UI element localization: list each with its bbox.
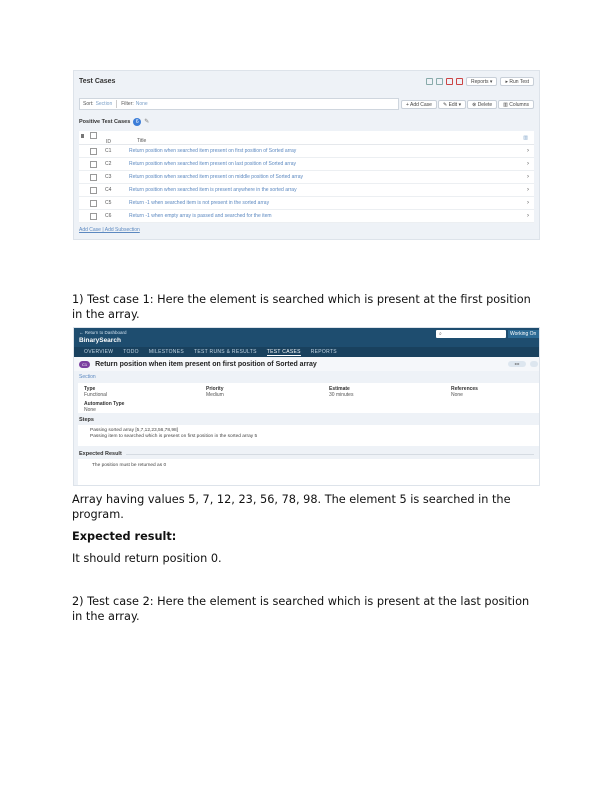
title-column-header: Title: [137, 137, 147, 144]
select-all-checkbox[interactable]: [90, 132, 97, 139]
filter-label: Filter:: [121, 101, 134, 107]
nav-tab-milestones[interactable]: MILESTONES: [148, 349, 184, 355]
filter-value[interactable]: None: [135, 101, 148, 107]
chevron-right-icon[interactable]: ›: [527, 200, 529, 206]
table-row[interactable]: [79, 158, 534, 171]
test-case-1-description: 1) Test case 1: Here the element is searched which is present at the first position in the array.: [72, 293, 531, 321]
group-header: [74, 114, 539, 129]
type-value: Functional: [84, 392, 108, 398]
row-id: C2: [105, 161, 112, 167]
test-case-2-description: 2) Test case 2: Here the element is searched which is present at the last position in the array.: [72, 595, 530, 623]
search-icon: ⌕: [439, 331, 442, 337]
row-checkbox[interactable]: [90, 161, 97, 168]
row-id: C1: [105, 148, 112, 154]
project-name: BinarySearch: [79, 337, 121, 344]
row-checkbox[interactable]: [90, 187, 97, 194]
references-label: References: [451, 386, 478, 392]
expected-result-heading: Expected result:: [72, 530, 177, 543]
test-case-detail-screenshot: [73, 327, 540, 486]
nav-tab-todo[interactable]: TODO: [123, 349, 139, 355]
row-checkbox[interactable]: [90, 174, 97, 181]
id-column-header: ID: [106, 139, 111, 145]
nav-tab-reports[interactable]: REPORTS: [310, 349, 337, 355]
add-case-button[interactable]: + Add Case: [401, 100, 437, 109]
chevron-right-icon[interactable]: ›: [527, 213, 529, 219]
step-2: Passing item to searched which is present on first position in the sorted array 5: [90, 434, 258, 439]
reports-button[interactable]: Reports ▾: [466, 77, 497, 86]
edit-group-icon[interactable]: ✎: [144, 119, 150, 125]
sort-value[interactable]: Section: [95, 101, 113, 107]
nav-tab-test-cases[interactable]: TEST CASES: [266, 348, 301, 355]
chevron-right-icon[interactable]: ›: [527, 187, 529, 193]
return-dashboard-link[interactable]: ← Return to Dashboard: [79, 330, 127, 335]
chevron-right-icon[interactable]: ›: [527, 148, 529, 154]
share-icon[interactable]: [456, 78, 463, 85]
steps-label: Steps: [79, 417, 94, 423]
expected-result-text: It should return position 0.: [72, 552, 222, 565]
row-title[interactable]: Return position when searched item present on middle position of Sorted array: [129, 174, 303, 180]
priority-label: Priority: [206, 386, 224, 392]
drag-handle-icon[interactable]: [81, 134, 84, 138]
test-cases-header: [74, 71, 539, 91]
row-id: C4: [105, 187, 112, 193]
automation-value: None: [84, 407, 96, 413]
table-row[interactable]: [79, 197, 534, 210]
table-footer-links[interactable]: Add Case | Add Subsection: [79, 227, 140, 233]
steps-content: [78, 425, 539, 446]
print-icon[interactable]: [446, 78, 453, 85]
edit-button[interactable]: ✎ Edit ▾: [438, 100, 466, 109]
test-cases-screenshot: [73, 70, 540, 240]
working-on-button[interactable]: Working On: [508, 330, 540, 338]
row-title[interactable]: Return position when searched item present on last position of Sorted array: [129, 161, 297, 167]
expected-result-content: The position must be returned as 0: [78, 459, 539, 485]
prev-next-icon[interactable]: ◂ ▸: [508, 361, 526, 367]
table-row[interactable]: [79, 171, 534, 184]
row-id: C6: [105, 213, 112, 219]
group-title: Positive Test Cases: [79, 118, 131, 125]
priority-value: Medium: [206, 392, 224, 398]
section-link[interactable]: Section: [79, 374, 96, 380]
row-checkbox[interactable]: [90, 148, 97, 155]
group-count-badge: 6: [133, 118, 141, 126]
row-id: C3: [105, 174, 112, 180]
row-title[interactable]: Return -1 when searched item is not present in the sorted array: [129, 200, 270, 206]
export-icon[interactable]: [436, 78, 443, 85]
run-test-button[interactable]: ▸ Run Test: [500, 77, 534, 86]
case-title-bar: [74, 357, 539, 371]
copy-icon[interactable]: [426, 78, 433, 85]
type-label: Type: [84, 386, 96, 392]
sort-filter-box[interactable]: [79, 98, 399, 110]
estimate-label: Estimate: [329, 386, 350, 392]
nav-tab-test-runs-results[interactable]: TEST RUNS & RESULTS: [193, 349, 257, 355]
main-nav: [74, 347, 539, 357]
more-icon[interactable]: [530, 361, 538, 367]
table-header: [79, 131, 534, 145]
row-id: C5: [105, 200, 112, 206]
search-input[interactable]: [436, 330, 506, 338]
row-title[interactable]: Return -1 when empty array is passed and searched for the item: [129, 213, 272, 219]
delete-button[interactable]: ⊗ Delete: [467, 100, 497, 109]
step-1: Passing sorted array [5,7,12,23,56,78,98]: [90, 428, 178, 433]
header-toolbar: [426, 77, 534, 86]
table-row[interactable]: [79, 145, 534, 158]
row-title[interactable]: Return position when searched item present on first position of Sorted array: [129, 148, 297, 154]
test-cases-title: Test Cases: [79, 77, 116, 85]
automation-label: Automation Type: [84, 401, 125, 407]
test-cases-table: [79, 131, 534, 223]
nav-tab-overview[interactable]: OVERVIEW: [84, 349, 114, 355]
case-meta: [78, 383, 539, 413]
expected-result-label: Expected Result: [74, 446, 539, 459]
case-id-badge: C1: [79, 361, 90, 368]
row-checkbox[interactable]: [90, 213, 97, 220]
app-topbar: [74, 328, 539, 357]
columns-button[interactable]: ▥ Columns: [498, 100, 534, 109]
row-title[interactable]: Return position when searched item is present anywhere in the sorted array: [129, 187, 297, 193]
sort-filter-bar: [79, 97, 534, 111]
sort-label: Sort:: [83, 101, 94, 107]
chevron-right-icon[interactable]: ›: [527, 174, 529, 180]
table-row[interactable]: [79, 210, 534, 223]
chevron-right-icon[interactable]: ›: [527, 161, 529, 167]
table-row[interactable]: [79, 184, 534, 197]
column-settings-icon[interactable]: ▥: [523, 134, 528, 141]
references-value: None: [451, 392, 463, 398]
array-values-paragraph: Array having values 5, 7, 12, 23, 56, 78, 98. The element 5 is searched in the program.: [72, 493, 511, 521]
case-title: Return position when item present on first position of Sorted array: [95, 360, 317, 368]
row-checkbox[interactable]: [90, 200, 97, 207]
estimate-value: 30 minutes: [329, 392, 354, 398]
